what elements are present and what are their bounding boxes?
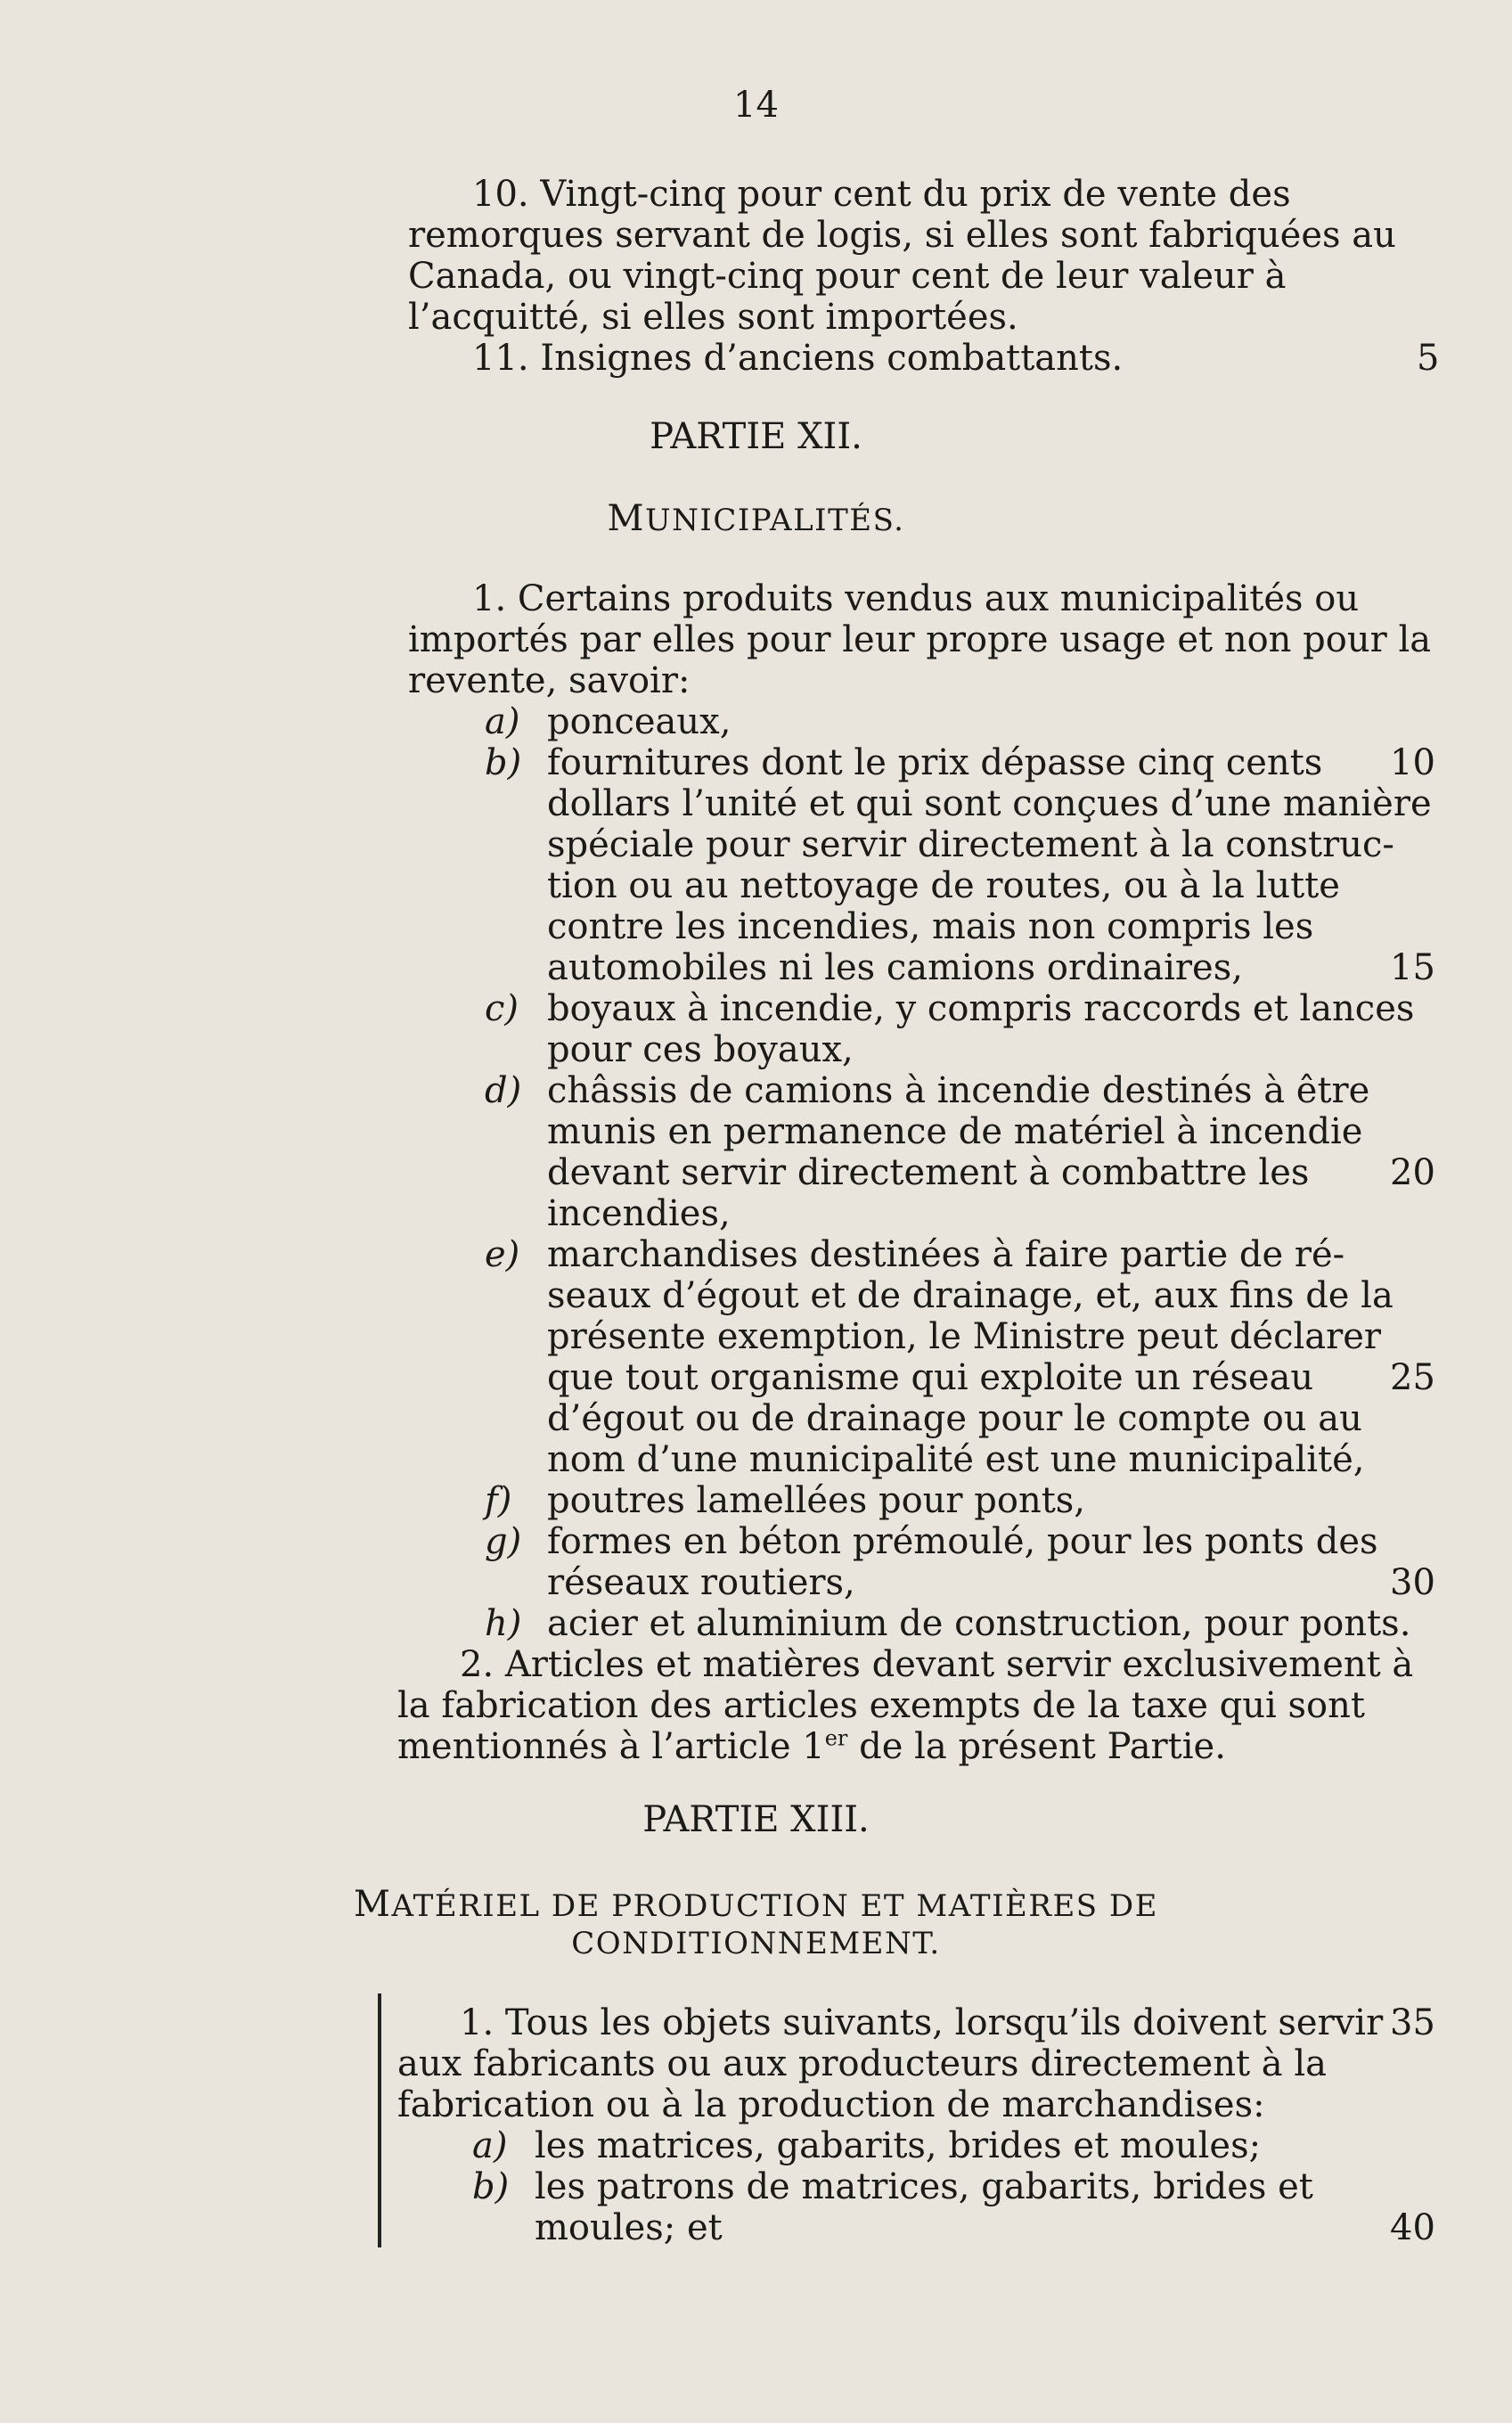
subitem-line: automobiles ni les camions ordinaires,: [547, 947, 1243, 988]
line-number: 30: [1390, 1562, 1435, 1603]
subitem-line: fournitures dont le prix dépasse cinq cents: [547, 742, 1323, 783]
part13-item1-line-3: fabrication ou à la production de marchandises:: [397, 2084, 1265, 2125]
subitem-line: contre les incendies, mais non compris les: [547, 906, 1314, 947]
subitem-line: acier et aluminium de construction, pour ponts.: [547, 1603, 1411, 1644]
part13-item1-line-2: aux fabricants ou aux producteurs directement à la: [397, 2043, 1327, 2084]
item10-line-2: remorques servant de logis, si elles sont fabriquées au: [408, 215, 1396, 256]
item10-line-1: 10. Vingt-cinq pour cent du prix de vente des: [472, 174, 1291, 215]
subitem-line: spéciale pour servir directement à la construc-: [547, 824, 1394, 865]
part13-subheading-line-2: CONDITIONNEMENT.: [571, 1926, 941, 1961]
subitem-line: dollars l’unité et qui sont conçues d’une manière: [547, 783, 1432, 824]
subitem-line: que tout organisme qui exploite un réseau: [547, 1357, 1314, 1398]
subitem-line: devant servir directement à combattre les: [547, 1152, 1310, 1193]
subitem-line: ponceaux,: [547, 701, 731, 742]
subitem-letter: d): [485, 1070, 522, 1111]
item11: 11. Insignes d’anciens combattants.: [472, 338, 1124, 379]
part12-item2-line-3: mentionnés à l’article 1er de la présent Partie.: [397, 1725, 1226, 1767]
subitem-line: marchandises destinées à faire partie de ré-: [547, 1234, 1345, 1275]
subitem-line: seaux d’égout et de drainage, et, aux fins de la: [547, 1275, 1393, 1316]
part12-item1-line-2: importés par elles pour leur propre usage et non pour la: [408, 619, 1432, 660]
subitem-letter: h): [485, 1603, 522, 1644]
subitem-line: châssis de camions à incendie destinés à être: [547, 1070, 1370, 1111]
part12-item1-line-1: 1. Certains produits vendus aux municipalités ou: [472, 578, 1360, 619]
subitem-line: d’égout ou de drainage pour le compte ou au: [547, 1398, 1362, 1439]
line-number: 20: [1390, 1152, 1435, 1193]
subitem-line: les patrons de matrices, gabarits, brides et: [535, 2166, 1313, 2207]
subitem-letter: c): [485, 988, 519, 1029]
subitem-line: poutres lamellées pour ponts,: [547, 1480, 1086, 1521]
line-number: 35: [1390, 2002, 1435, 2043]
part12-item2-line-1: 2. Articles et matières devant servir exclusivement à: [460, 1644, 1414, 1685]
subitem-letter: f): [485, 1480, 512, 1521]
line-number: 25: [1390, 1357, 1435, 1398]
page-number: 14: [733, 85, 779, 126]
subitem-line: formes en béton prémoulé, pour les ponts des: [547, 1521, 1378, 1562]
line-number: 15: [1390, 947, 1435, 988]
margin-change-bar: [378, 1993, 381, 2247]
part13-item1-line-1: 1. Tous les objets suivants, lorsqu’ils doivent servir: [460, 2002, 1384, 2043]
subitem-letter: e): [485, 1234, 520, 1275]
part12-heading: PARTIE XII.: [650, 416, 862, 457]
subitem-line: pour ces boyaux,: [547, 1029, 854, 1070]
subitem-line: réseaux routiers,: [547, 1562, 855, 1603]
subitem-line: les matrices, gabarits, brides et moules;: [535, 2125, 1262, 2166]
subitem-line: moules; et: [535, 2207, 723, 2248]
subitem-letter: b): [472, 2166, 510, 2207]
subitem-line: présente exemption, le Ministre peut déclarer: [547, 1316, 1382, 1357]
subitem-line: incendies,: [547, 1193, 731, 1234]
item10-line-3: Canada, ou vingt-cinq pour cent de leur valeur à: [408, 256, 1287, 297]
part13-heading: PARTIE XIII.: [642, 1799, 870, 1840]
subitem-line: boyaux à incendie, y compris raccords et lances: [547, 988, 1415, 1029]
part12-subheading: MUNICIPALITÉS.: [607, 498, 905, 539]
subitem-letter: a): [485, 701, 520, 742]
part12-item1-line-3: revente, savoir:: [408, 660, 691, 701]
part12-item2-line-2: la fabrication des articles exempts de la taxe qui sont: [397, 1685, 1365, 1726]
subitem-line: tion ou au nettoyage de routes, ou à la lutte: [547, 865, 1340, 906]
subitem-letter: g): [485, 1521, 522, 1562]
line-number: 5: [1417, 338, 1440, 379]
subitem-letter: b): [485, 742, 522, 783]
subitem-line: munis en permanence de matériel à incendie: [547, 1111, 1363, 1152]
line-number: 40: [1390, 2207, 1435, 2248]
subitem-letter: a): [472, 2125, 508, 2166]
item10-line-4: l’acquitté, si elles sont importées.: [408, 297, 1018, 338]
line-number: 10: [1390, 742, 1435, 783]
part13-subheading-line-1: MATÉRIEL DE PRODUCTION ET MATIÈRES DE: [354, 1884, 1158, 1925]
subitem-line: nom d’une municipalité est une municipalité,: [547, 1439, 1365, 1480]
